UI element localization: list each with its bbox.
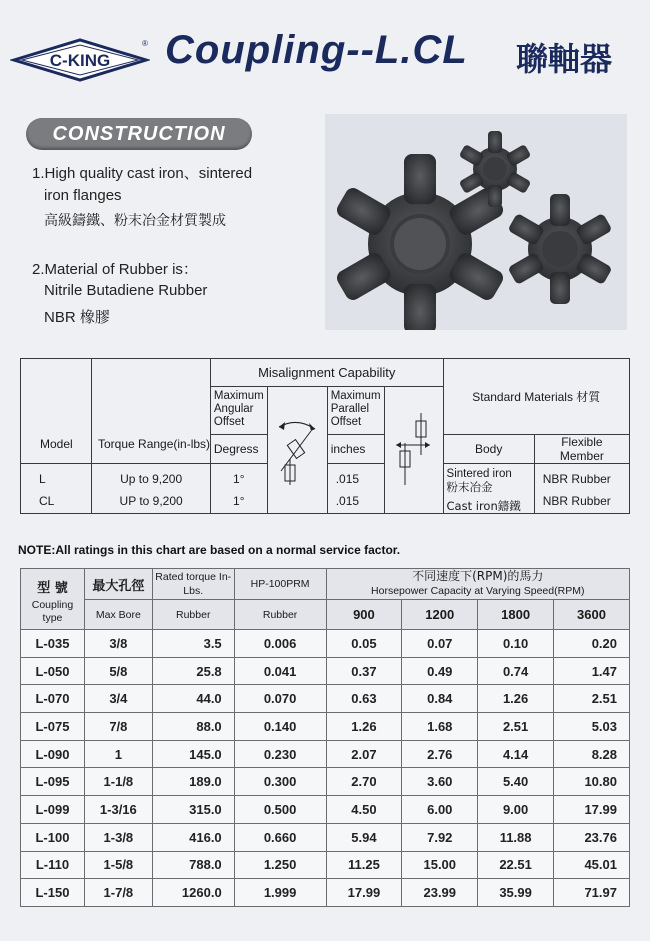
angular-offset-icon xyxy=(271,409,323,489)
h-bore-en: Max Bore xyxy=(84,600,152,630)
table-cell: 71.97 xyxy=(554,879,630,907)
col-model: Model xyxy=(40,437,73,451)
row-body-cl: Cast iron鑄鐵 xyxy=(446,499,521,513)
construction-item2: 2.Material of Rubber is： xyxy=(32,261,198,278)
table-cell: 1.26 xyxy=(326,713,402,741)
table-row xyxy=(21,630,630,658)
table-cell: 25.8 xyxy=(152,657,234,685)
table-cell: L-050 xyxy=(21,657,85,685)
table-cell: 10.80 xyxy=(554,768,630,796)
table-cell: 2.76 xyxy=(402,740,478,768)
misalignment-table xyxy=(20,358,630,514)
construction-item1: 1.High quality cast iron、sintered xyxy=(32,165,253,182)
table-cell: L-035 xyxy=(21,630,85,658)
construction-item1-cont: iron flanges xyxy=(44,187,122,204)
table-cell: 0.74 xyxy=(478,657,554,685)
table-cell: 23.76 xyxy=(554,823,630,851)
row-flex-cl: NBR Rubber xyxy=(542,494,611,508)
table-cell: 44.0 xyxy=(152,685,234,713)
table-cell: 0.300 xyxy=(234,768,326,796)
table-cell: 0.006 xyxy=(234,630,326,658)
table-cell: 189.0 xyxy=(152,768,234,796)
table-cell: 15.00 xyxy=(402,851,478,879)
table-row xyxy=(21,796,630,824)
table-cell: 1-7/8 xyxy=(84,879,152,907)
table-cell: 145.0 xyxy=(152,740,234,768)
logo-text: C-KING xyxy=(49,51,111,70)
table-cell: 0.230 xyxy=(234,740,326,768)
table-cell: 3.60 xyxy=(402,768,478,796)
row-torque-l: Up to 9,200 xyxy=(120,472,183,486)
table-cell: 315.0 xyxy=(152,796,234,824)
table-cell: 9.00 xyxy=(478,796,554,824)
table-cell: 1-5/8 xyxy=(84,851,152,879)
header xyxy=(0,0,650,100)
h-hp-sub: Rubber xyxy=(234,600,326,630)
page-title: Coupling--L.CL xyxy=(165,28,468,72)
table-cell: 788.0 xyxy=(152,851,234,879)
table-cell: 5/8 xyxy=(84,657,152,685)
table-cell: 0.49 xyxy=(402,657,478,685)
table-row xyxy=(21,823,630,851)
table-cell: 22.51 xyxy=(478,851,554,879)
construction-item2-nbr: NBR 橡膠 xyxy=(44,309,110,326)
table-cell: 8.28 xyxy=(554,740,630,768)
table-cell: 0.63 xyxy=(326,685,402,713)
table-cell: 1260.0 xyxy=(152,879,234,907)
h-type-cn: 型 號 xyxy=(37,581,68,596)
table-cell: L-099 xyxy=(21,796,85,824)
row-inch-l: .015 xyxy=(335,472,360,486)
table-cell: 23.99 xyxy=(402,879,478,907)
standard-materials-title: Standard Materials 材質 xyxy=(443,359,629,435)
table-row xyxy=(21,740,630,768)
col-body: Body xyxy=(443,435,534,464)
col-degrees: Degress xyxy=(210,435,267,464)
table-cell: 6.00 xyxy=(402,796,478,824)
h-speed-en: Horsepower Capacity at Varying Speed(RPM) xyxy=(371,585,585,597)
table-cell: 1.250 xyxy=(234,851,326,879)
h-type-en: Coupling type xyxy=(31,599,74,624)
table-cell: 0.10 xyxy=(478,630,554,658)
table-cell: 0.84 xyxy=(402,685,478,713)
table-cell: 7/8 xyxy=(84,713,152,741)
table-cell: 88.0 xyxy=(152,713,234,741)
h-bore-cn: 最大孔徑 xyxy=(84,569,152,600)
table-cell: 3/8 xyxy=(84,630,152,658)
h-speed-3600: 3600 xyxy=(554,600,630,630)
table-cell: 11.88 xyxy=(478,823,554,851)
table-cell: 0.041 xyxy=(234,657,326,685)
table-cell: 0.660 xyxy=(234,823,326,851)
row-body-l: Sintered iron xyxy=(446,468,512,480)
table-cell: 5.94 xyxy=(326,823,402,851)
page-title-cn: 聯軸器 xyxy=(516,40,613,78)
table-cell: 416.0 xyxy=(152,823,234,851)
parallel-offset-icon xyxy=(388,409,440,489)
table-cell: L-095 xyxy=(21,768,85,796)
table-cell: 1-3/16 xyxy=(84,796,152,824)
table-cell: 2.70 xyxy=(326,768,402,796)
table-cell: 0.140 xyxy=(234,713,326,741)
table-cell: 3/4 xyxy=(84,685,152,713)
h-speed-900: 900 xyxy=(326,600,402,630)
table-cell: 1.68 xyxy=(402,713,478,741)
table-cell: 5.03 xyxy=(554,713,630,741)
registered-mark: ® xyxy=(142,39,148,48)
h-speed-1800: 1800 xyxy=(478,600,554,630)
table-cell: 17.99 xyxy=(554,796,630,824)
row-torque-cl: UP to 9,200 xyxy=(119,494,183,508)
col-inches: inches xyxy=(327,435,384,464)
table-cell: 11.25 xyxy=(326,851,402,879)
row-flex-l: NBR Rubber xyxy=(542,472,611,486)
table-row xyxy=(21,879,630,907)
table-cell: 1-3/8 xyxy=(84,823,152,851)
table-cell: 1.47 xyxy=(554,657,630,685)
table-cell: 2.51 xyxy=(478,713,554,741)
table-cell: 7.92 xyxy=(402,823,478,851)
table-cell: 5.40 xyxy=(478,768,554,796)
table-cell: 4.14 xyxy=(478,740,554,768)
row-model-l: L xyxy=(39,472,46,486)
h-speed-cn: 不同速度下(RPM)的馬力 xyxy=(412,569,544,583)
misalignment-group-title: Misalignment Capability xyxy=(210,359,443,387)
table-cell: 0.070 xyxy=(234,685,326,713)
rubber-spider-photo xyxy=(325,114,627,330)
table-cell: L-075 xyxy=(21,713,85,741)
table-row xyxy=(21,768,630,796)
c-king-logo xyxy=(10,36,150,84)
row-deg-cl: 1° xyxy=(233,494,245,508)
col-torque-range: Torque Range(in-lbs) xyxy=(98,437,211,451)
h-speed-1200: 1200 xyxy=(402,600,478,630)
spec-table xyxy=(20,568,630,907)
table-cell: 0.500 xyxy=(234,796,326,824)
table-cell: L-090 xyxy=(21,740,85,768)
table-cell: 45.01 xyxy=(554,851,630,879)
col-flexible-member: Flexible Member xyxy=(534,435,629,464)
table-row xyxy=(21,685,630,713)
table-cell: 1.26 xyxy=(478,685,554,713)
spec-rows xyxy=(21,630,630,907)
table-row xyxy=(21,851,630,879)
table-cell: 3.5 xyxy=(152,630,234,658)
row-inch-cl: .015 xyxy=(335,494,360,508)
table-cell: 0.05 xyxy=(326,630,402,658)
h-torque: Rated torque In-Lbs. xyxy=(152,569,234,600)
table-cell: 0.37 xyxy=(326,657,402,685)
table-cell: 0.20 xyxy=(554,630,630,658)
table-cell: 1.999 xyxy=(234,879,326,907)
table-cell: L-110 xyxy=(21,851,85,879)
angular-offset-label: Maximum Angular Offset xyxy=(210,387,267,435)
row-body-l-cn: 粉末冶金 xyxy=(446,480,493,494)
row-model-cl: CL xyxy=(39,494,55,508)
h-hp: HP-100PRM xyxy=(234,569,326,600)
table-cell: 4.50 xyxy=(326,796,402,824)
table-cell: L-100 xyxy=(21,823,85,851)
table-cell: L-070 xyxy=(21,685,85,713)
row-deg-l: 1° xyxy=(233,472,245,486)
table-cell: L-150 xyxy=(21,879,85,907)
construction-heading: CONSTRUCTION xyxy=(26,118,252,150)
parallel-offset-label: Maximum Parallel Offset xyxy=(327,387,384,435)
table-cell: 2.07 xyxy=(326,740,402,768)
table-cell: 0.07 xyxy=(402,630,478,658)
table-row xyxy=(21,657,630,685)
table-cell: 1-1/8 xyxy=(84,768,152,796)
table-cell: 2.51 xyxy=(554,685,630,713)
table-row xyxy=(21,713,630,741)
table-cell: 35.99 xyxy=(478,879,554,907)
table-cell: 1 xyxy=(84,740,152,768)
h-torque-sub: Rubber xyxy=(152,600,234,630)
table-cell: 17.99 xyxy=(326,879,402,907)
ratings-note: NOTE:All ratings in this chart are based on a normal service factor. xyxy=(18,543,401,557)
construction-item1-cn: 高級鑄鐵、粉末冶金材質製成 xyxy=(44,213,226,229)
construction-item2-cont: Nitrile Butadiene Rubber xyxy=(44,282,208,299)
